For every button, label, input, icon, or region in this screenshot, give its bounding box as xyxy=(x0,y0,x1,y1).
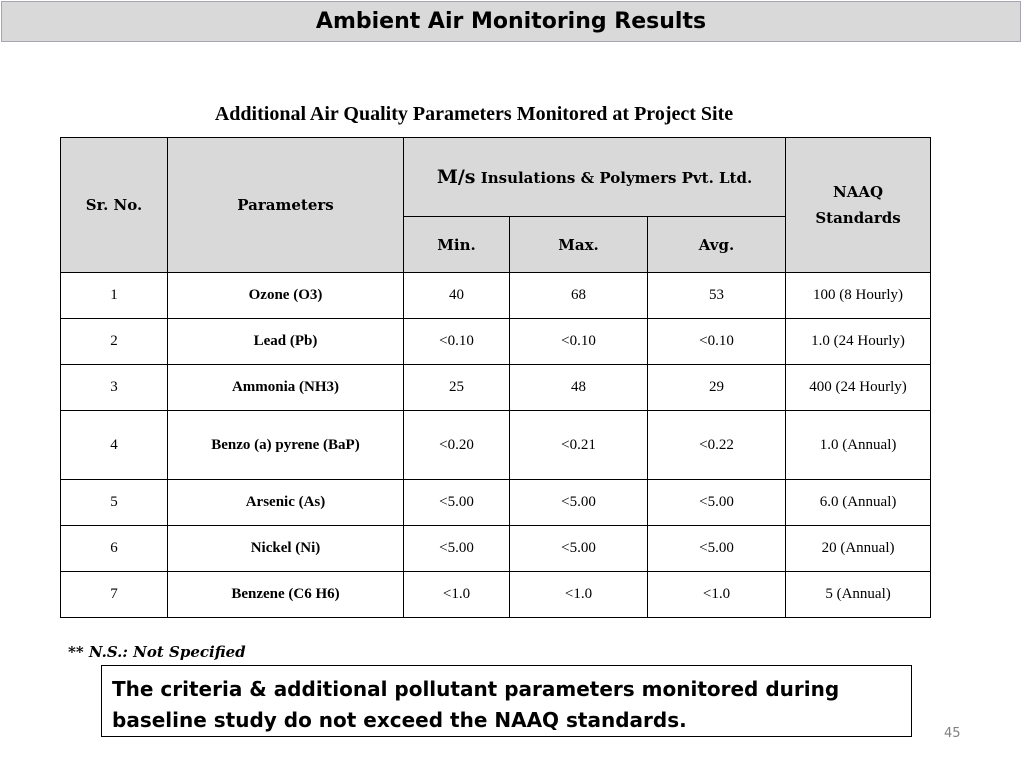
cell-max: <0.10 xyxy=(510,319,648,365)
slide-title-text: Ambient Air Monitoring Results xyxy=(315,9,707,34)
cell-min: <0.10 xyxy=(404,319,510,365)
cell-avg: <1.0 xyxy=(648,572,786,618)
cell-min: 40 xyxy=(404,273,510,319)
cell-parameter: Ozone (O3) xyxy=(168,273,404,319)
cell-sr: 2 xyxy=(61,319,168,365)
cell-parameter: Lead (Pb) xyxy=(168,319,404,365)
conclusion-text: The criteria & additional pollutant parameters monitored during baseline study do not exceed the NAAQ standards. xyxy=(112,677,840,732)
header-naaq-standards xyxy=(786,138,931,273)
cell-avg: 29 xyxy=(648,365,786,411)
cell-standard: 100 (8 Hourly) xyxy=(786,273,931,319)
page-number: 45 xyxy=(944,726,961,741)
cell-avg: 53 xyxy=(648,273,786,319)
header-row-1 xyxy=(61,138,931,217)
cell-max: <5.00 xyxy=(510,526,648,572)
slide-title xyxy=(1,1,1021,42)
table-caption: Additional Air Quality Parameters Monitored at Project Site xyxy=(214,103,734,125)
cell-max: <0.21 xyxy=(510,411,648,480)
cell-min: <5.00 xyxy=(404,480,510,526)
cell-standard: 400 (24 Hourly) xyxy=(786,365,931,411)
cell-sr: 5 xyxy=(61,480,168,526)
cell-avg: <0.22 xyxy=(648,411,786,480)
header-company xyxy=(404,138,786,217)
header-max: Max. xyxy=(510,217,648,273)
table-row xyxy=(61,319,931,365)
cell-standard: 1.0 (Annual) xyxy=(786,411,931,480)
cell-standard: 5 (Annual) xyxy=(786,572,931,618)
cell-sr: 1 xyxy=(61,273,168,319)
header-parameters: Parameters xyxy=(168,138,404,273)
table-row xyxy=(61,572,931,618)
header-company-prefix: M/s xyxy=(436,166,476,188)
cell-min: 25 xyxy=(404,365,510,411)
header-avg: Avg. xyxy=(648,217,786,273)
cell-min: <5.00 xyxy=(404,526,510,572)
cell-parameter: Benzene (C6 H6) xyxy=(168,572,404,618)
cell-max: 48 xyxy=(510,365,648,411)
cell-min: <0.20 xyxy=(404,411,510,480)
header-company-name: Insulations & Polymers Pvt. Ltd. xyxy=(475,169,753,187)
cell-sr: 4 xyxy=(61,411,168,480)
cell-standard: 1.0 (24 Hourly) xyxy=(786,319,931,365)
cell-parameter: Benzo (a) pyrene (BaP) xyxy=(168,411,404,480)
table-row xyxy=(61,411,931,480)
cell-sr: 3 xyxy=(61,365,168,411)
cell-parameter: Arsenic (As) xyxy=(168,480,404,526)
table-row xyxy=(61,365,931,411)
results-table xyxy=(60,137,931,618)
conclusion-box xyxy=(101,665,912,737)
header-sr-no: Sr. No. xyxy=(61,138,168,273)
cell-sr: 7 xyxy=(61,572,168,618)
cell-avg: <5.00 xyxy=(648,526,786,572)
table-row xyxy=(61,526,931,572)
table-row xyxy=(61,273,931,319)
cell-standard: 20 (Annual) xyxy=(786,526,931,572)
cell-sr: 6 xyxy=(61,526,168,572)
cell-avg: <5.00 xyxy=(648,480,786,526)
cell-parameter: Nickel (Ni) xyxy=(168,526,404,572)
cell-max: <5.00 xyxy=(510,480,648,526)
cell-avg: <0.10 xyxy=(648,319,786,365)
cell-parameter: Ammonia (NH3) xyxy=(168,365,404,411)
footnote: ** N.S.: Not Specified xyxy=(68,643,246,661)
header-naaq-line1: NAAQ xyxy=(833,183,884,201)
cell-standard: 6.0 (Annual) xyxy=(786,480,931,526)
cell-max: 68 xyxy=(510,273,648,319)
cell-min: <1.0 xyxy=(404,572,510,618)
cell-max: <1.0 xyxy=(510,572,648,618)
header-naaq-line2: Standards xyxy=(815,209,901,227)
table-row xyxy=(61,480,931,526)
header-min: Min. xyxy=(404,217,510,273)
